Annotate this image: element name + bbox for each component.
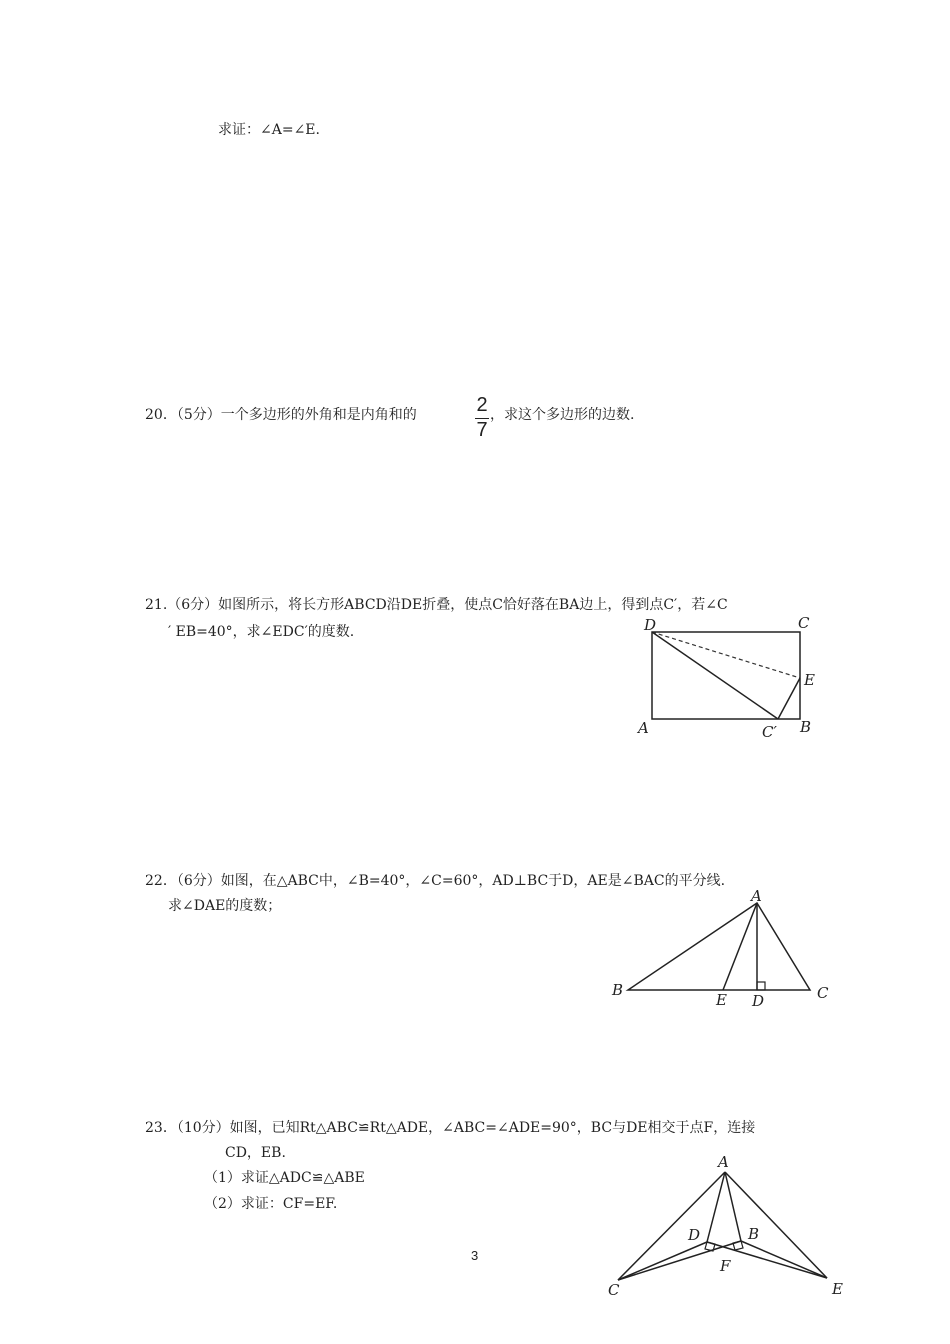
label-c: C xyxy=(817,984,829,1002)
label-f: F xyxy=(720,1257,731,1275)
label-c: C xyxy=(608,1281,620,1299)
label-e: E xyxy=(716,991,727,1009)
label-a: A xyxy=(751,887,762,905)
label-e: E xyxy=(804,671,815,689)
label-b: B xyxy=(800,718,812,736)
segment-ec-prime xyxy=(778,678,800,719)
right-angle-mark xyxy=(757,982,765,990)
q23-line1: 23．（10分）如图，已知Rt△ABC≌Rt△ADE，∠ABC=∠ADE=90°，BC与DE相交于点F，连接 xyxy=(145,1120,756,1136)
segment-ab xyxy=(725,1172,741,1241)
label-a: A xyxy=(718,1153,729,1171)
q20-text-after: ，求这个多边形的边数. xyxy=(490,407,635,423)
q21-line1: 21.（6分）如图所示，将长方形ABCD沿DE折叠，使点C恰好落在BA边上，得到点C′，若∠C xyxy=(145,597,728,613)
q21-figure xyxy=(630,610,840,745)
triangle-abc xyxy=(628,903,810,990)
page-number: 3 xyxy=(471,1248,479,1263)
q22-line2: 求∠DAE的度数； xyxy=(168,898,282,914)
q20-frac-denominator: 7 xyxy=(476,419,488,441)
segment-eb xyxy=(741,1241,827,1278)
q19-prove-text: 求证：∠A=∠E. xyxy=(218,122,320,138)
q23-figure xyxy=(600,1150,860,1300)
q21-line2: ′ EB=40°，求∠EDC′的度数. xyxy=(168,624,355,640)
fold-line-de xyxy=(652,632,800,678)
q23-line2: CD，EB. xyxy=(225,1145,286,1161)
label-b: B xyxy=(748,1225,760,1243)
segment-cd xyxy=(618,1242,707,1280)
q20-text-before: 20．（5分）一个多边形的外角和是内角和的 xyxy=(145,407,417,423)
label-d: D xyxy=(752,992,765,1010)
segment-dc-prime xyxy=(652,632,778,719)
label-d: D xyxy=(644,616,657,634)
right-angle-mark-d xyxy=(705,1242,715,1251)
bisector-ae xyxy=(723,903,757,990)
label-c: C xyxy=(798,614,810,632)
q23-part1: （1）求证△ADC≌△ABE xyxy=(204,1170,365,1186)
label-a: A xyxy=(638,719,649,737)
label-b: B xyxy=(612,981,624,999)
q20-frac-numerator: 2 xyxy=(476,394,488,416)
label-e: E xyxy=(832,1280,843,1298)
label-c-prime: C′ xyxy=(762,723,777,741)
q22-figure xyxy=(600,885,840,1015)
rectangle-abcd xyxy=(652,632,800,719)
label-d: D xyxy=(688,1226,701,1244)
segment-ad xyxy=(707,1172,725,1242)
q22-line1: 22．（6分）如图，在△ABC中，∠B=40°，∠C=60°，AD⊥BC于D，AE是∠BAC的平分线. xyxy=(145,873,726,889)
q23-part2: （2）求证：CF=EF. xyxy=(204,1196,338,1212)
right-angle-mark-b xyxy=(733,1241,743,1250)
